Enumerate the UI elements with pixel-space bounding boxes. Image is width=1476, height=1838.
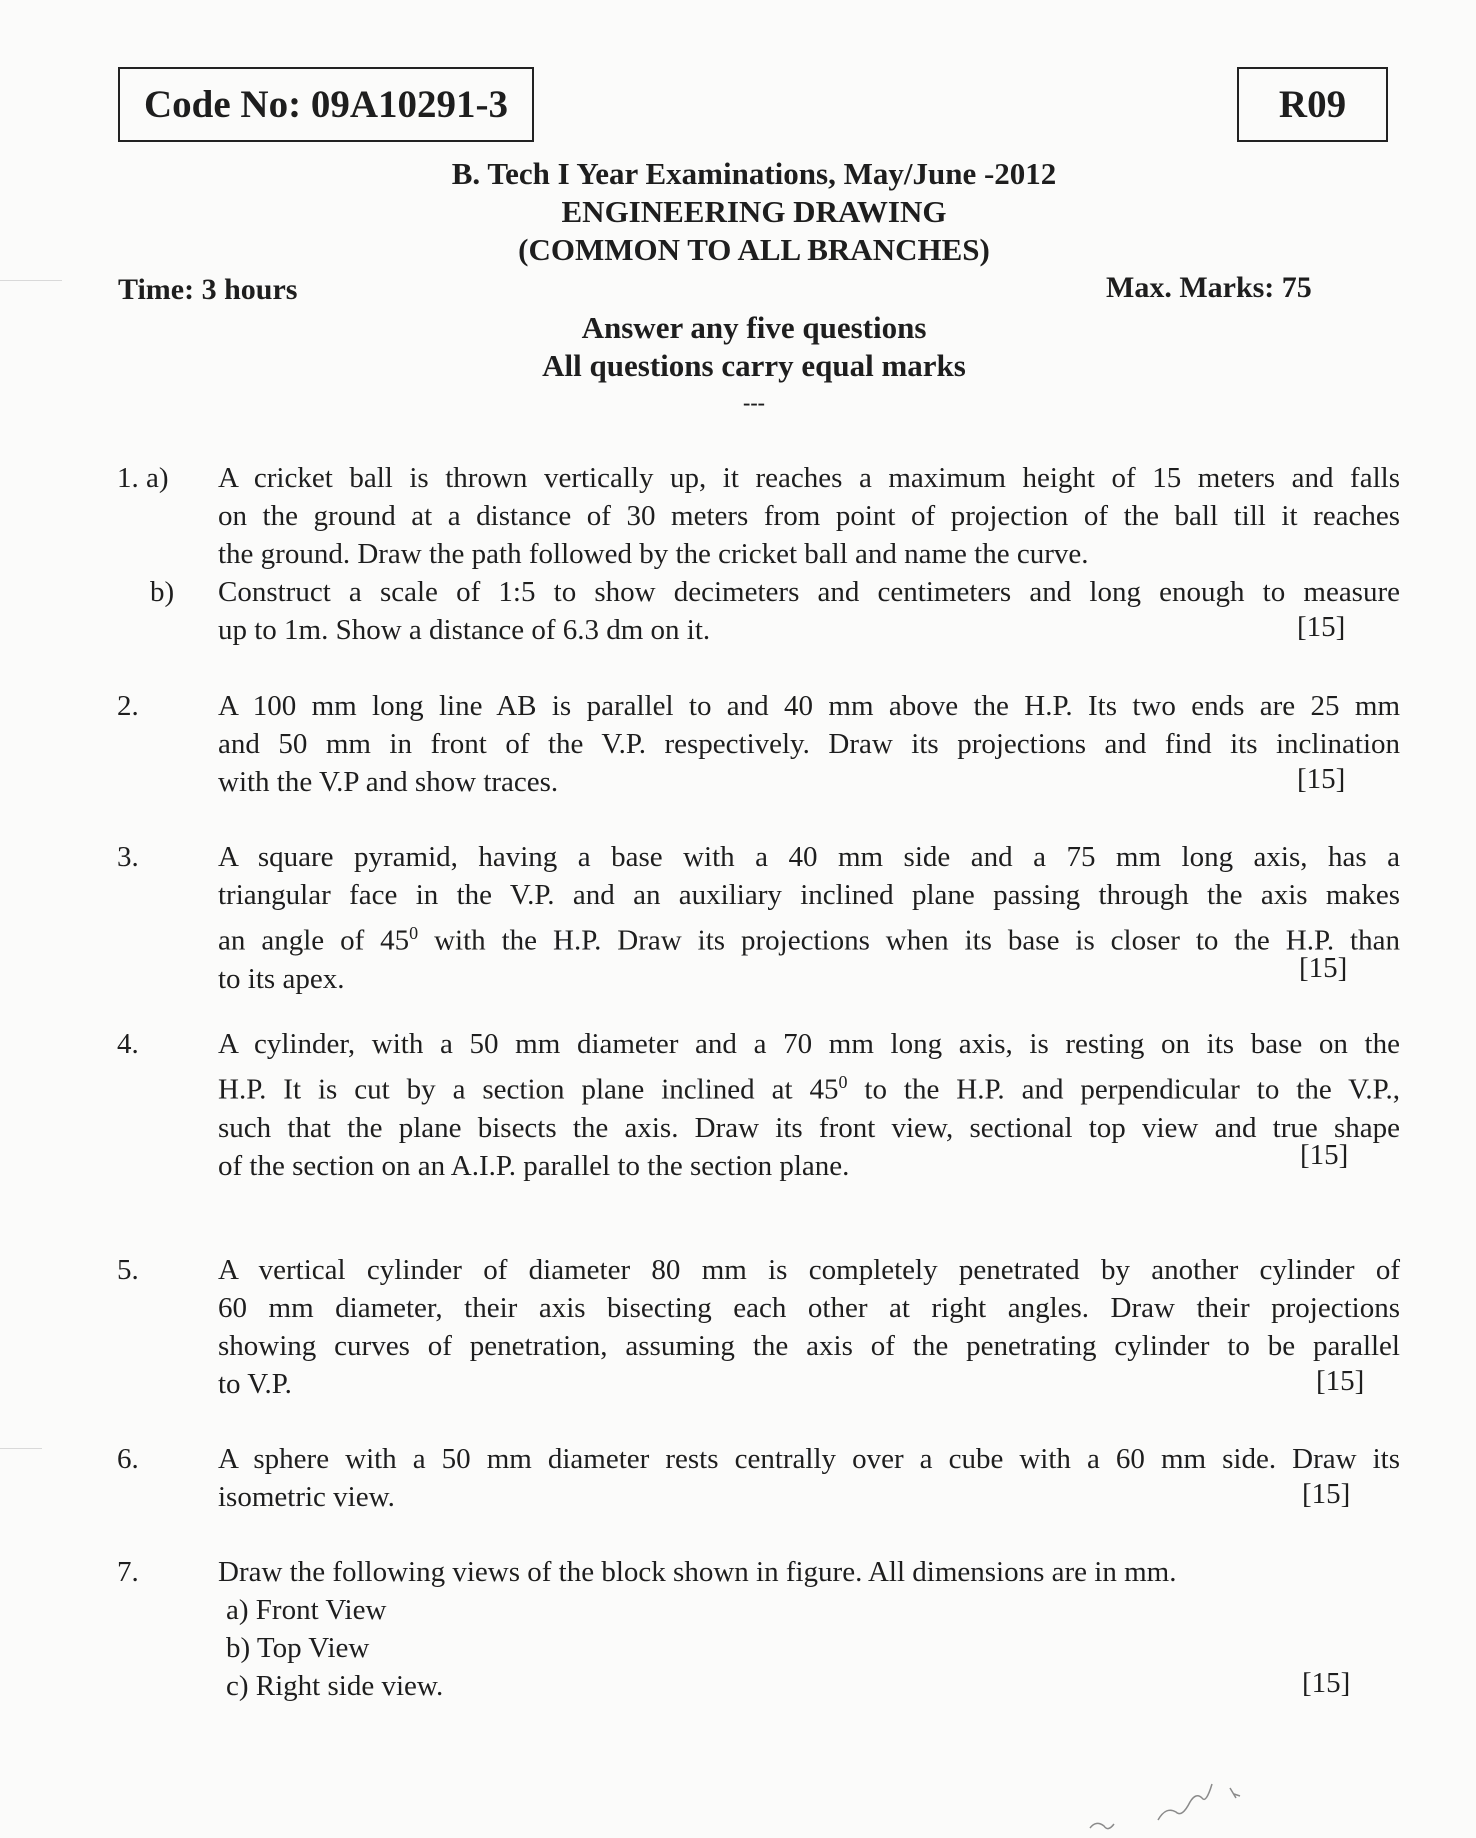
line-text: H.P. It is cut by a section plane inclined at 45 xyxy=(218,1073,839,1106)
option-front-view: a) Front View xyxy=(226,1594,387,1626)
question-line: up to 1m. Show a distance of 6.3 dm on it. xyxy=(218,614,711,646)
question-line: such that the plane bisects the axis. Draw its front view, sectional top view and true shape xyxy=(218,1111,1400,1144)
marks-label: [15] xyxy=(1300,1139,1349,1171)
question-number: 4. xyxy=(117,1028,139,1060)
scan-edge-line xyxy=(0,280,62,281)
question-number: 5. xyxy=(117,1254,139,1286)
question-text xyxy=(218,687,1400,801)
code-number-box: Code No: 09A10291-3 xyxy=(118,67,534,142)
line-text: to the H.P. and perpendicular to the V.P., xyxy=(847,1073,1400,1106)
question-line xyxy=(218,914,1400,960)
question-number: 1. a) xyxy=(117,462,169,494)
question-line xyxy=(218,1063,1400,1109)
question-line: and 50 mm in front of the V.P. respectively. Draw its projections and find its inclination xyxy=(218,728,1400,760)
question-line: Draw the following views of the block shown in figure. All dimensions are in mm. xyxy=(218,1556,1177,1588)
degree-superscript: 0 xyxy=(409,923,419,943)
question-line: showing curves of penetration, assuming the axis of the penetrating cylinder to be parallel xyxy=(218,1330,1400,1362)
degree-superscript: 0 xyxy=(838,1072,848,1092)
marks-label: [15] xyxy=(1302,1478,1351,1510)
handwritten-scribble xyxy=(1080,1740,1280,1835)
question-number: 2. xyxy=(117,690,139,722)
marks-label: [15] xyxy=(1316,1365,1365,1397)
question-number: 7. xyxy=(117,1556,139,1588)
question-line: A sphere with a 50 mm diameter rests centrally over a cube with a 60 mm side. Draw its xyxy=(218,1443,1400,1475)
question-text xyxy=(218,1251,1400,1403)
branches-note: (COMMON TO ALL BRANCHES) xyxy=(518,232,990,267)
regulation-box: R09 xyxy=(1237,67,1388,142)
max-marks-label: Max. Marks: 75 xyxy=(1106,271,1312,304)
instruction-answer-five: Answer any five questions xyxy=(581,310,927,345)
question-text xyxy=(218,573,1400,649)
option-top-view: b) Top View xyxy=(226,1632,370,1664)
marks-label: [15] xyxy=(1299,952,1348,984)
question-text xyxy=(218,1025,1400,1185)
question-line: A cylinder, with a 50 mm diameter and a 70 mm long axis, is resting on its base on the xyxy=(218,1028,1400,1060)
question-line: A cricket ball is thrown vertically up, it reaches a maximum height of 15 meters and falls xyxy=(218,462,1400,494)
time-label: Time: 3 hours xyxy=(118,273,298,306)
separator: --- xyxy=(743,390,765,415)
question-line: A square pyramid, having a base with a 40 mm side and a 75 mm long axis, has a xyxy=(218,841,1400,873)
question-line: 60 mm diameter, their axis bisecting each other at right angles. Draw their projections xyxy=(218,1292,1400,1324)
question-text xyxy=(218,838,1400,998)
question-subpart-label: b) xyxy=(150,576,175,608)
scan-edge-line xyxy=(0,1448,42,1449)
question-text xyxy=(218,459,1400,573)
question-number: 6. xyxy=(117,1443,139,1475)
question-text xyxy=(218,1440,1400,1516)
marks-label: [15] xyxy=(1297,763,1346,795)
question-line: the ground. Draw the path followed by the cricket ball and name the curve. xyxy=(218,538,1089,570)
question-line: isometric view. xyxy=(218,1481,395,1513)
subject-title: ENGINEERING DRAWING xyxy=(561,194,947,229)
question-line: with the V.P and show traces. xyxy=(218,766,559,798)
question-line: A 100 mm long line AB is parallel to and 40 mm above the H.P. Its two ends are 25 mm xyxy=(218,690,1400,722)
question-line: to V.P. xyxy=(218,1368,292,1400)
option-right-side-view: c) Right side view. xyxy=(226,1670,444,1702)
question-line: Construct a scale of 1:5 to show decimeters and centimeters and long enough to measure xyxy=(218,576,1400,608)
line-text: with the H.P. Draw its projections when its base is closer to the H.P. than xyxy=(418,924,1400,957)
question-line: of the section on an A.I.P. parallel to the section plane. xyxy=(218,1149,850,1182)
question-line: on the ground at a distance of 30 meters from point of projection of the ball till it reaches xyxy=(218,500,1400,532)
question-line: A vertical cylinder of diameter 80 mm is completely penetrated by another cylinder of xyxy=(218,1254,1400,1286)
question-text xyxy=(218,1553,1348,1591)
marks-label: [15] xyxy=(1302,1667,1351,1699)
marks-label: [15] xyxy=(1297,611,1346,643)
question-line: to its apex. xyxy=(218,962,345,995)
question-line: triangular face in the V.P. and an auxiliary inclined plane passing through the axis makes xyxy=(218,879,1400,911)
instruction-equal-marks: All questions carry equal marks xyxy=(542,348,966,383)
question-number: 3. xyxy=(117,841,139,873)
line-text: an angle of 45 xyxy=(218,924,410,957)
exam-title: B. Tech I Year Examinations, May/June -2012 xyxy=(451,156,1057,191)
